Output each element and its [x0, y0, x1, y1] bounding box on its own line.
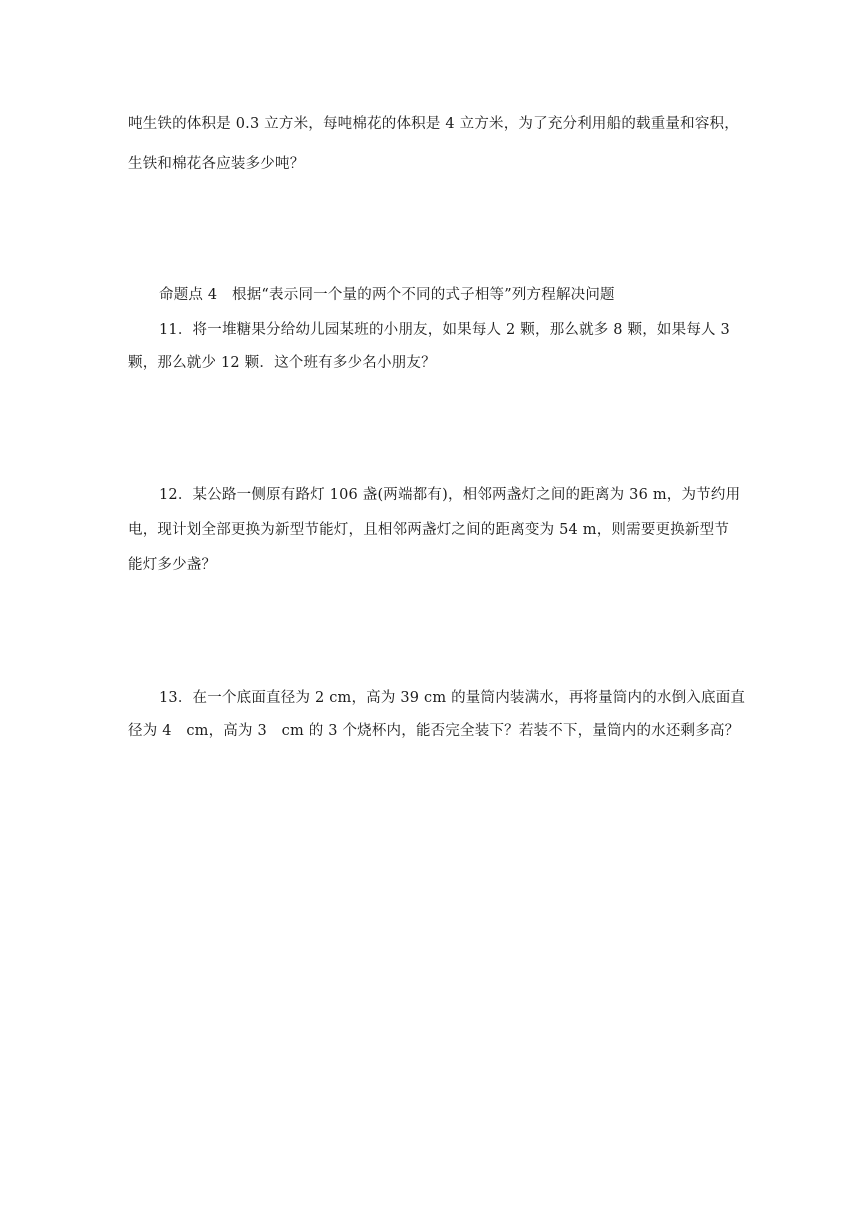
problem-12-line-3: 能灯多少盏？: [128, 557, 217, 573]
problem-12-line-1: 12．某公路一侧原有路灯 106 盏(两端都有)，相邻两盏灯之间的距离为 36 m，为节约用: [159, 487, 741, 503]
problem-11-line-2: 颗，那么就少 12 颗．这个班有多少名小朋友？: [128, 355, 436, 371]
section-heading: 命题点 4 根据“表示同一个量的两个不同的式子相等”列方程解决问题: [159, 287, 615, 303]
problem-12-line-2: 电，现计划全部更换为新型节能灯，且相邻两盏灯之间的距离变为 54 m，则需要更换新型节: [128, 522, 730, 538]
problem-13-line-2: 径为 4 cm，高为 3 cm 的 3 个烧杯内，能否完全装下？若装不下，量筒内的水还剩多高？: [128, 723, 740, 739]
problem-13-line-1: 13．在一个底面直径为 2 cm，高为 39 cm 的量筒内装满水，再将量筒内的水倒入底面直: [159, 690, 746, 706]
continuation-line-2: 生铁和棉花各应装多少吨？: [128, 156, 305, 172]
continuation-line-1: 吨生铁的体积是 0.3 立方米，每吨棉花的体积是 4 立方米，为了充分利用船的载重量和容积，: [128, 116, 739, 132]
problem-11-line-1: 11．将一堆糖果分给幼儿园某班的小朋友，如果每人 2 颗，那么就多 8 颗，如果每人 3: [159, 322, 730, 338]
